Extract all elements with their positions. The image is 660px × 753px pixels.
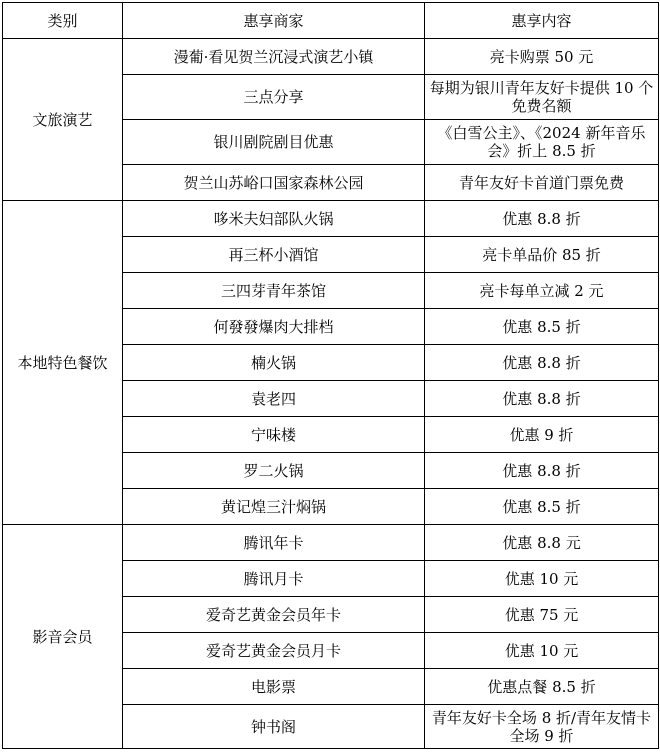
offer-cell: 优惠点餐 8.5 折 (425, 669, 659, 705)
header-merchant: 惠享商家 (123, 3, 425, 39)
offer-cell: 亮卡每单立减 2 元 (425, 273, 659, 309)
merchant-cell: 袁老四 (123, 381, 425, 417)
merchant-cell: 三四芽青年茶馆 (123, 273, 425, 309)
merchant-cell: 何發發爆肉大排档 (123, 309, 425, 345)
table-row (3, 201, 659, 237)
merchant-cell: 爱奇艺黄金会员年卡 (123, 597, 425, 633)
offer-cell: 每期为银川青年友好卡提供 10 个免费名额 (425, 75, 659, 120)
merchant-cell: 再三杯小酒馆 (123, 237, 425, 273)
merchant-cell: 银川剧院剧目优惠 (123, 120, 425, 165)
offer-cell: 优惠 10 元 (425, 561, 659, 597)
merchant-cell: 钟书阁 (123, 705, 425, 749)
merchant-cell: 电影票 (123, 669, 425, 705)
merchant-cell: 腾讯年卡 (123, 525, 425, 561)
merchant-cell: 宁味楼 (123, 417, 425, 453)
merchant-cell: 三点分享 (123, 75, 425, 120)
offer-cell: 优惠 9 折 (425, 417, 659, 453)
offer-cell: 《白雪公主》、《2024 新年音乐会》折上 8.5 折 (425, 120, 659, 165)
offer-cell: 青年友好卡全场 8 折/青年友情卡全场 9 折 (425, 705, 659, 749)
offer-cell: 优惠 8.5 折 (425, 489, 659, 525)
header-offer: 惠享内容 (425, 3, 659, 39)
table-row (3, 39, 659, 75)
header-category: 类别 (3, 3, 123, 39)
merchant-cell: 爱奇艺黄金会员月卡 (123, 633, 425, 669)
offer-cell: 优惠 8.5 折 (425, 309, 659, 345)
offer-cell: 优惠 10 元 (425, 633, 659, 669)
offer-cell: 优惠 75 元 (425, 597, 659, 633)
category-cell: 本地特色餐饮 (3, 201, 123, 525)
merchant-cell: 楠火锅 (123, 345, 425, 381)
table-row (3, 525, 659, 561)
merchant-cell: 贺兰山苏峪口国家森林公园 (123, 165, 425, 201)
table-header-row (3, 3, 659, 39)
offer-cell: 优惠 8.8 折 (425, 345, 659, 381)
offer-cell: 优惠 8.8 折 (425, 201, 659, 237)
merchant-cell: 哆米夫妇部队火锅 (123, 201, 425, 237)
offer-cell: 青年友好卡首道门票免费 (425, 165, 659, 201)
offer-cell: 优惠 8.8 折 (425, 453, 659, 489)
merchant-cell: 罗二火锅 (123, 453, 425, 489)
offer-cell: 亮卡购票 50 元 (425, 39, 659, 75)
offer-cell: 优惠 8.8 折 (425, 381, 659, 417)
category-cell: 文旅演艺 (3, 39, 123, 201)
category-cell: 影音会员 (3, 525, 123, 749)
offer-cell: 亮卡单品价 85 折 (425, 237, 659, 273)
merchant-cell: 黄记煌三汁焖锅 (123, 489, 425, 525)
offer-cell: 优惠 8.8 元 (425, 525, 659, 561)
merchant-cell: 漫葡·看见贺兰沉浸式演艺小镇 (123, 39, 425, 75)
merchant-cell: 腾讯月卡 (123, 561, 425, 597)
benefits-table (2, 2, 659, 749)
